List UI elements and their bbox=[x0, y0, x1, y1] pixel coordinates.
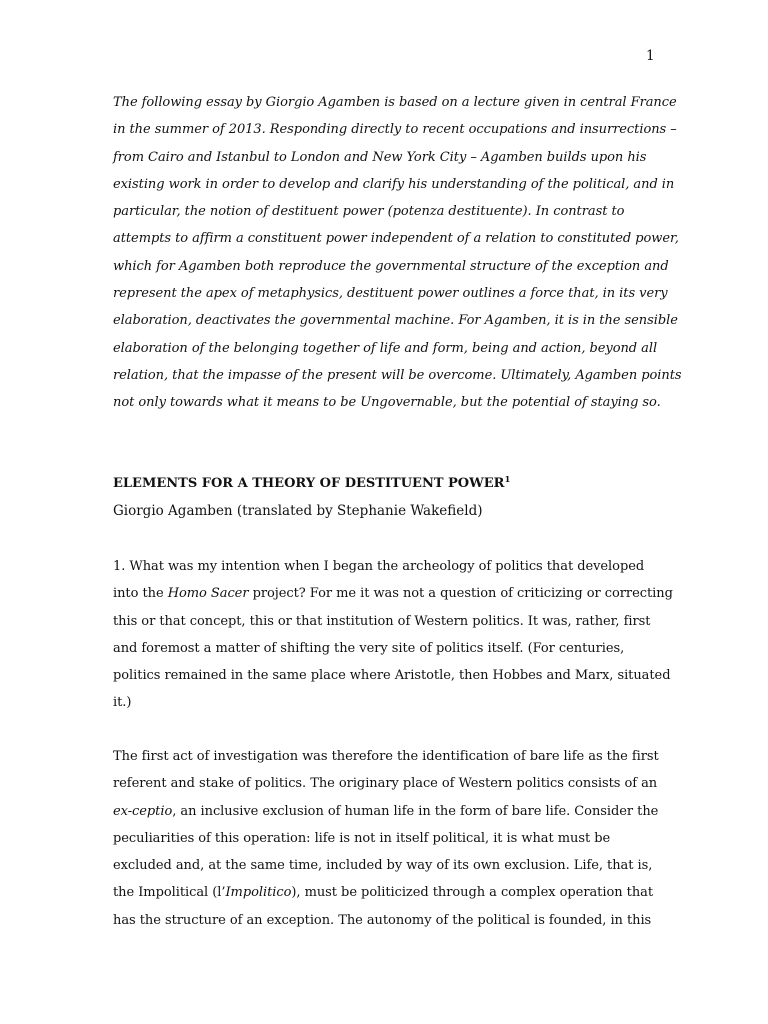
paragraph-1 bbox=[113, 553, 673, 717]
paragraph-line: referent and stake of politics. The originary place of Western politics consists of an bbox=[113, 776, 658, 792]
intro-line: particular, the notion of destituent power (potenza destituente). In contrast to bbox=[113, 204, 625, 220]
intro-line: elaboration, deactivates the governmental machine. For Agamben, it is in the sensible bbox=[113, 313, 678, 329]
intro-abstract bbox=[113, 89, 682, 417]
paragraph-line: excluded and, at the same time, included by way of its own exclusion. Life, that is, bbox=[113, 858, 653, 874]
intro-line: elaboration of the belonging together of life and form, being and action, beyond all bbox=[113, 340, 658, 356]
text-run: project? For me it was not a question of criticizing or correcting bbox=[248, 586, 673, 602]
text-run: into the bbox=[113, 586, 168, 602]
paragraph-2 bbox=[113, 743, 658, 934]
paragraph-line: 1. What was my intention when I began the archeology of politics that developed bbox=[113, 559, 645, 574]
paragraph-line: this or that concept, this or that institution of Western politics. It was, rather, first bbox=[113, 613, 651, 629]
intro-line: not only towards what it means to be Ungovernable, but the potential of staying so. bbox=[113, 395, 661, 411]
footnote-marker[interactable]: 1 bbox=[504, 475, 511, 485]
text-run: the Impolitical (l’ bbox=[113, 885, 226, 901]
paragraph-line bbox=[113, 580, 673, 607]
page-number: 1 bbox=[646, 48, 655, 64]
paragraph-line: The first act of investigation was therefore the identification of bare life as the first bbox=[113, 749, 659, 764]
intro-line: attempts to affirm a constituent power independent of a relation to constituted power, bbox=[113, 231, 679, 247]
essay-title bbox=[113, 473, 510, 495]
paragraph-line bbox=[113, 798, 658, 825]
paragraph-line: and foremost a matter of shifting the very site of politics itself. (For centuries, bbox=[113, 640, 625, 656]
italic-term: Impolitico bbox=[225, 885, 292, 901]
text-run: ), must be politicized through a complex operation that bbox=[291, 885, 654, 901]
paragraph-line: peculiarities of this operation: life is not in itself political, it is what must be bbox=[113, 830, 611, 846]
text-run: , an inclusive exclusion of human life in the form of bare life. Consider the bbox=[172, 803, 659, 819]
intro-line: The following essay by Giorgio Agamben is based on a lecture given in central France bbox=[113, 95, 677, 110]
intro-line: which for Agamben both reproduce the governmental structure of the exception and bbox=[113, 258, 669, 274]
author-line: Giorgio Agamben (translated by Stephanie Wakefield) bbox=[113, 503, 483, 519]
paragraph-line: it.) bbox=[113, 695, 132, 711]
paragraph-line: politics remained in the same place where Aristotle, then Hobbes and Marx, situated bbox=[113, 668, 671, 684]
intro-line: relation, that the impasse of the present will be overcome. Ultimately, Agamben points bbox=[113, 367, 682, 383]
paragraph-line: has the structure of an exception. The autonomy of the political is founded, in this bbox=[113, 912, 652, 928]
intro-line: from Cairo and Istanbul to London and New York City – Agamben builds upon his bbox=[113, 149, 647, 165]
intro-line: represent the apex of metaphysics, destituent power outlines a force that, in its very bbox=[113, 286, 668, 302]
italic-term: Homo Sacer bbox=[167, 586, 249, 602]
italic-term: ex-ceptio bbox=[113, 803, 173, 819]
intro-line: in the summer of 2013. Responding directly to recent occupations and insurrections – bbox=[113, 122, 677, 138]
essay-title-text: ELEMENTS FOR A THEORY OF DESTITUENT POWER bbox=[113, 476, 505, 491]
intro-line: existing work in order to develop and clarify his understanding of the political, and in bbox=[113, 176, 675, 192]
paragraph-line bbox=[113, 879, 658, 906]
